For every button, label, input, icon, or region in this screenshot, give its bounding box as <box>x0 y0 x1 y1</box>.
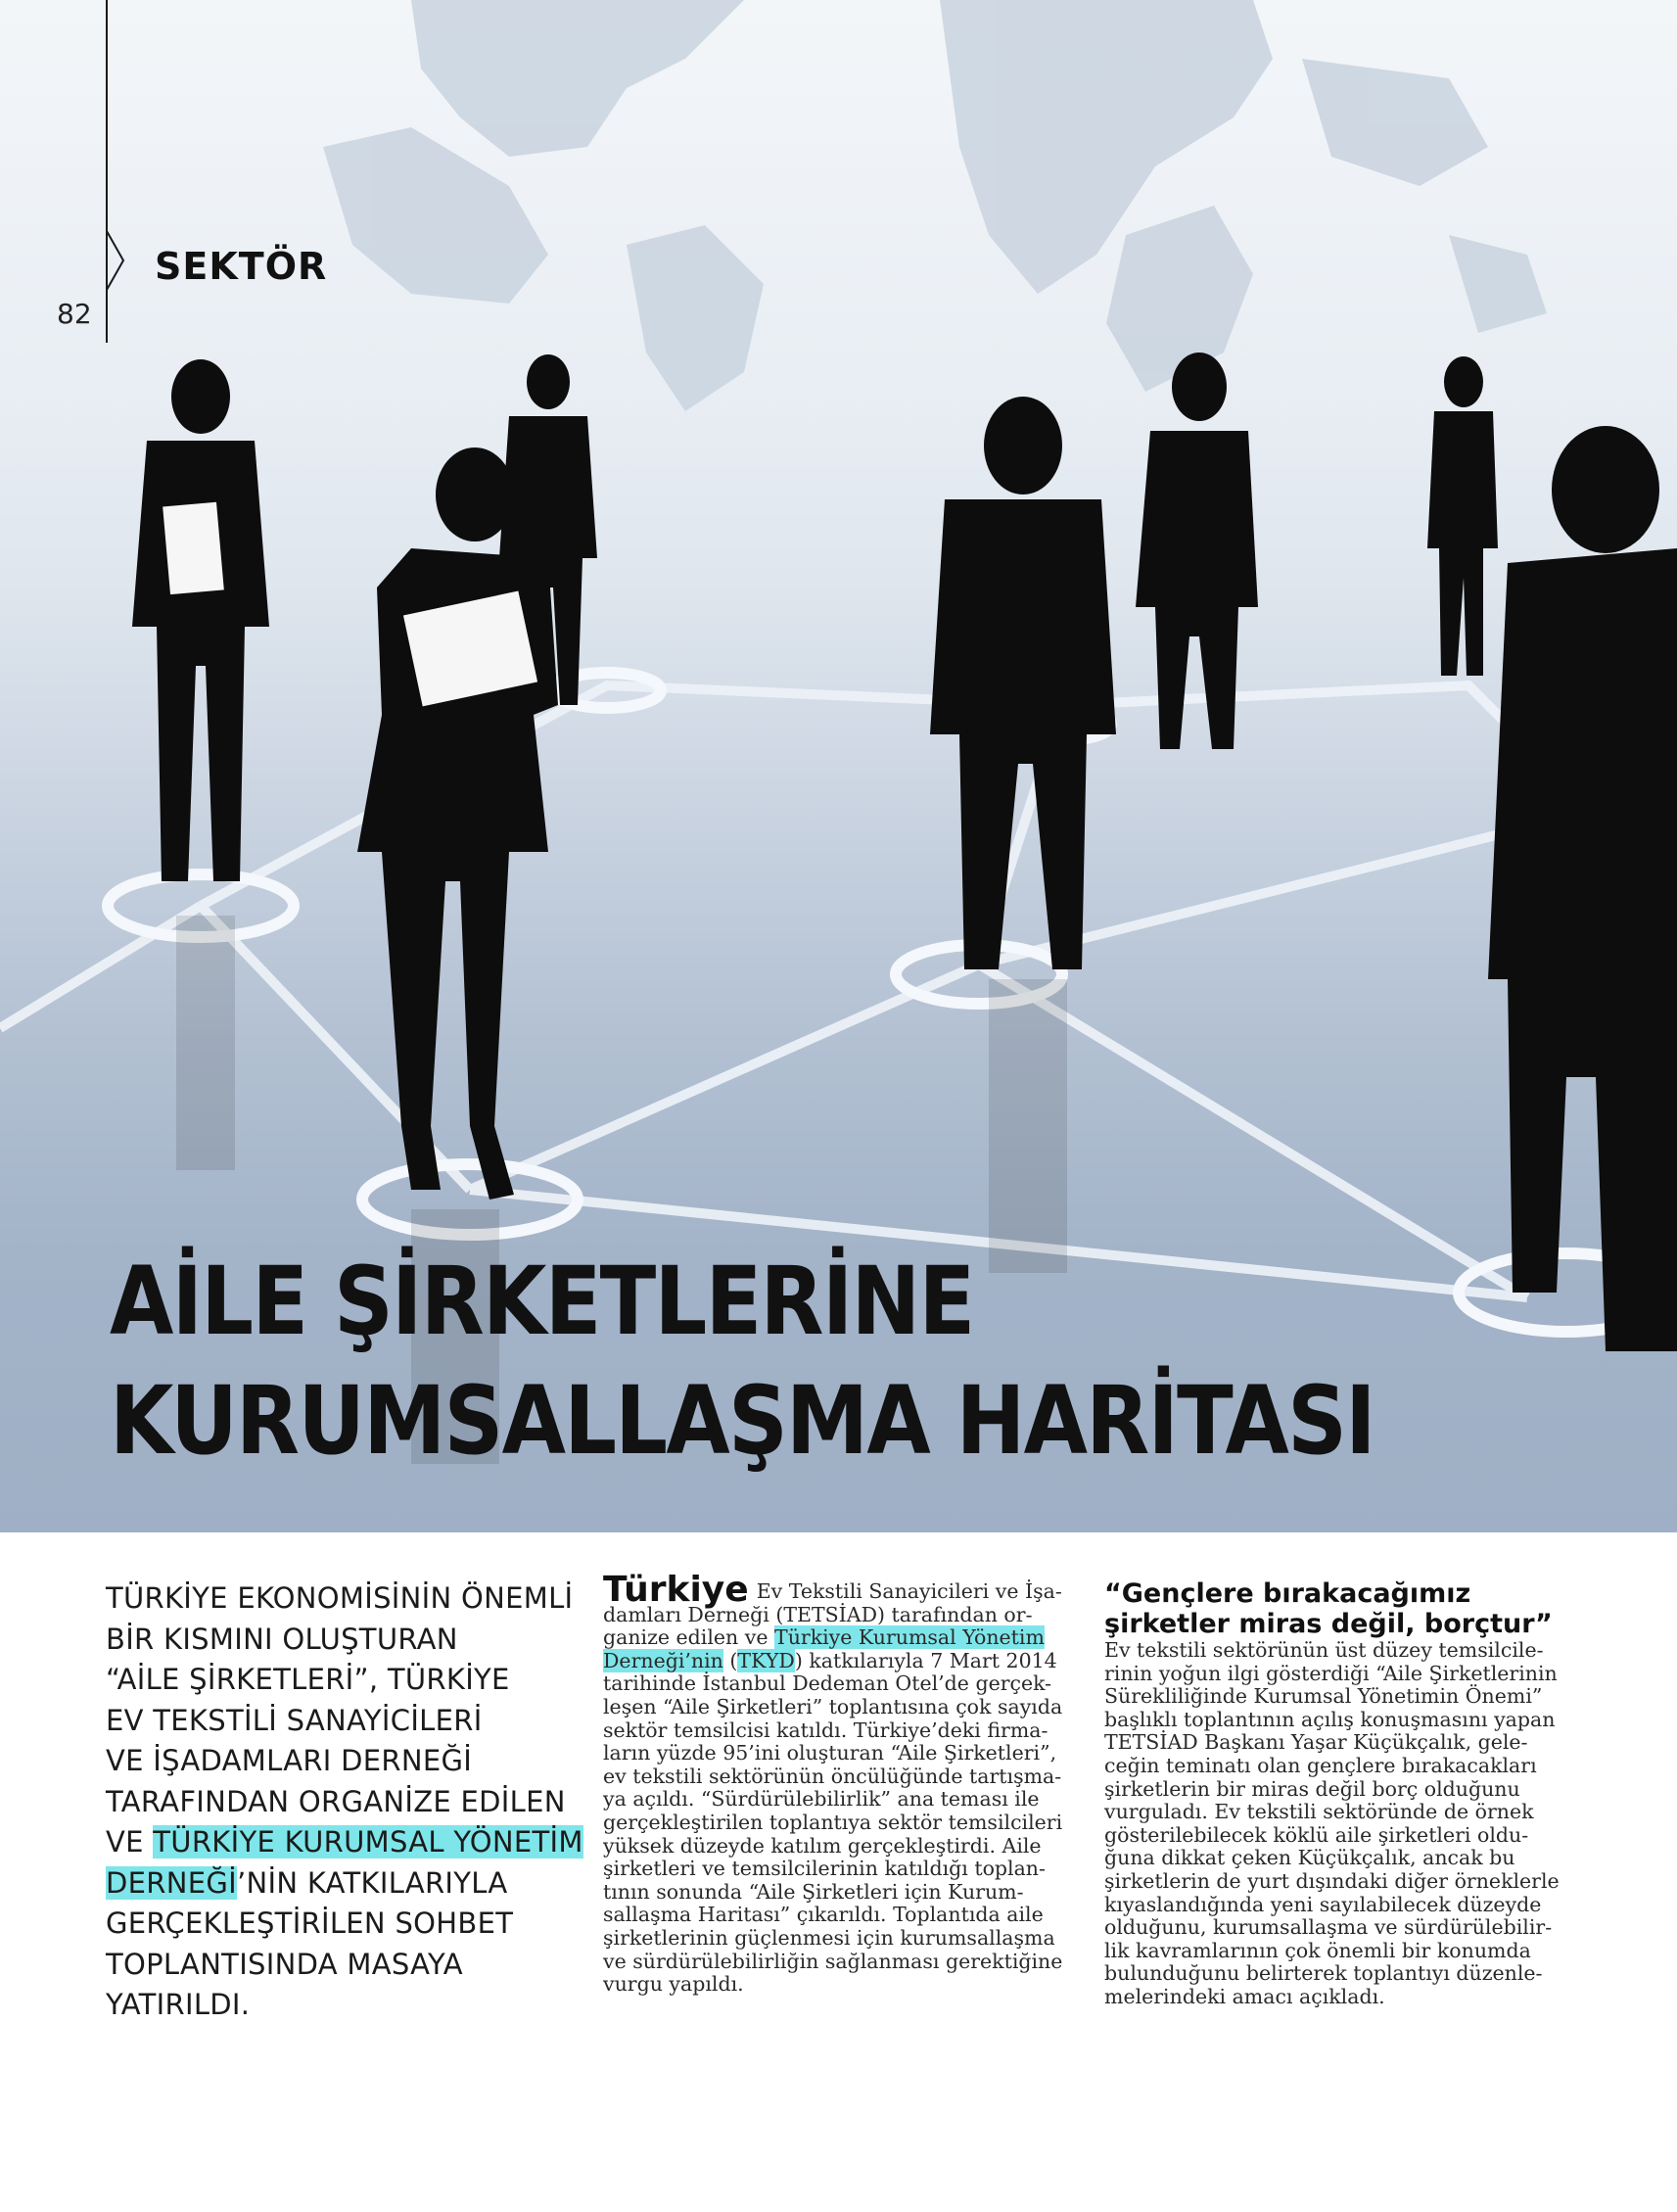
person-silhouette <box>1136 353 1258 749</box>
article-line: leşen “Aile Şirketleri” toplantısına çok sayıda <box>603 1694 1063 1718</box>
article-line: damları Derneği (TETSİAD) tarafından or- <box>603 1602 1033 1626</box>
article-line: ya açıldı. “Sürdürülebilirlik” ana teması ile <box>603 1787 1040 1812</box>
article-line: yüksek düzeyde katılım gerçekleştirdi. Aile <box>603 1833 1042 1858</box>
lead-line: TOPLANTISINDA MASAYA <box>106 1947 463 1981</box>
article-line: vurguladı. Ev tekstili sektöründe de örnek <box>1104 1800 1534 1824</box>
page-number: 82 <box>57 298 92 330</box>
article-text: ) katkılarıyla 7 Mart 2014 <box>794 1648 1057 1672</box>
lead-line <box>106 1863 585 1905</box>
network-lines <box>0 685 1664 1297</box>
article-body-right <box>1104 1578 1574 2009</box>
lead-text: ’NİN KATKILARIYLA <box>236 1865 508 1900</box>
article-line: tının sonunda “Aile Şirketleri için Kurum- <box>603 1879 1024 1904</box>
highlighted-organization-name: DERNEĞİ <box>106 1865 237 1900</box>
lead-line: TÜRKİYE EKONOMİSİNİN ÖNEMLİ <box>106 1581 574 1615</box>
article-line <box>603 1570 1063 1610</box>
article-line: TETSİAD Başkanı Yaşar Küçükçalık, gele- <box>1104 1730 1528 1755</box>
person-silhouette <box>930 397 1116 969</box>
article-line: şirketlerin bir miras değil borç olduğunu <box>1104 1776 1520 1801</box>
article-line <box>603 1650 1063 1673</box>
headline-line-2: KURUMSALLAŞMA HARİTASI <box>110 1366 1374 1476</box>
article-text: ( <box>722 1648 738 1672</box>
lead-line: GERÇEKLEŞTİRİLEN SOHBET <box>106 1906 514 1940</box>
article-line: ve sürdürülebilirliğin sağlanması gerektiğine <box>603 1949 1063 1973</box>
person-silhouette <box>1427 356 1498 676</box>
article-line: ev tekstili sektörünün öncülüğünde tartışma- <box>603 1764 1062 1788</box>
article-line: ların yüzde 95’ini oluşturan “Aile Şirketleri”, <box>603 1741 1057 1765</box>
headline-line-1: AİLE ŞİRKETLERİNE <box>110 1247 974 1356</box>
highlighted-link[interactable]: TKYD <box>737 1648 795 1672</box>
section-label: SEKTÖR <box>155 245 328 288</box>
article-line: başlıklı toplantının açılış konuşmasını yapan <box>1104 1707 1556 1731</box>
article-line: vurgu yapıldı. <box>603 1972 744 1997</box>
page-margin-rule <box>106 0 108 343</box>
article-text: ganize edilen ve <box>603 1625 775 1650</box>
article-line: şirketleri ve temsilcilerinin katıldığı toplan- <box>603 1857 1046 1881</box>
article-line: rinin yoğun ilgi gösterdiği “Aile Şirketlerinin <box>1104 1661 1558 1685</box>
lead-line: BİR KISMINI OLUŞTURAN <box>106 1622 458 1656</box>
subheading: “Gençlere bırakacağımız <box>1104 1578 1471 1609</box>
lead-line: YATIRILDI. <box>106 1988 251 2021</box>
chevron-right-icon <box>106 231 125 290</box>
article-line: sektör temsilcisi katıldı. Türkiye’deki firma- <box>603 1718 1048 1742</box>
highlighted-link[interactable]: Derneği’nin <box>603 1648 723 1672</box>
highlighted-organization-name: TÜRKİYE KURUMSAL YÖNETİM <box>153 1825 583 1859</box>
article-text: Ev Tekstili Sanayicileri ve İşa- <box>756 1579 1062 1603</box>
lead-line: TARAFINDAN ORGANİZE EDİLEN <box>106 1784 566 1818</box>
article-line: olduğunu, kurumsallaşma ve sürdürülebilir- <box>1104 1915 1553 1940</box>
headline <box>110 1242 1454 1481</box>
person-silhouette <box>357 447 558 1200</box>
article-line: Ev tekstili sektörünün üst düzey temsilcile- <box>1104 1638 1544 1662</box>
world-map <box>323 0 1547 411</box>
article-line: gösterilebilecek köklü aile şirketleri oldu- <box>1104 1822 1529 1847</box>
lead-text: VE <box>106 1825 154 1859</box>
article-line: bulunduğunu belirterek toplantıyı düzenle- <box>1104 1961 1543 1986</box>
highlighted-link[interactable]: Türkiye Kurumsal Yönetim <box>774 1625 1045 1650</box>
article-line: tarihinde İstanbul Dedeman Otel’de gerçek- <box>603 1671 1052 1696</box>
article-line: lik kavramlarının çok önemli bir konumda <box>1104 1938 1531 1962</box>
article-line: gerçekleştirilen toplantıya sektör temsilcileri <box>603 1810 1063 1834</box>
person-silhouette <box>1488 426 1677 1351</box>
article-line: ğuna dikkat çeken Küçükçalık, ancak bu <box>1104 1846 1515 1870</box>
article-line: şirketlerin de yurt dışındaki diğer örneklerle <box>1104 1868 1560 1893</box>
article-body <box>603 1570 1063 1997</box>
person-silhouette <box>132 359 269 881</box>
article-kicker: Türkiye <box>603 1570 749 1610</box>
article-line: melerindeki amacı açıkladı. <box>1104 1984 1385 2008</box>
lead-line: VE İŞADAMLARI DERNEĞİ <box>106 1744 473 1777</box>
subheading: şirketler miras değil, borçtur” <box>1104 1609 1553 1639</box>
article-line: ceğin teminatı olan gençlere bırakacakları <box>1104 1753 1537 1777</box>
article-line: sallaşma Haritası” çıkarıldı. Toplantıda aile <box>603 1903 1044 1927</box>
article-line: Sürekliliğinde Kurumsal Yönetimin Önemi” <box>1104 1684 1543 1709</box>
article-line: şirketlerinin güçlenmesi için kurumsallaşma <box>603 1925 1055 1950</box>
lead-line <box>106 1822 585 1863</box>
article-line: kıyaslandığında yeni sayılabilecek düzeyde <box>1104 1892 1542 1916</box>
article-line <box>603 1626 1063 1650</box>
lead-line: “AİLE ŞİRKETLERİ”, TÜRKİYE <box>106 1663 510 1696</box>
lead-line: EV TEKSTİLİ SANAYİCİLERİ <box>106 1703 483 1737</box>
lead-paragraph <box>106 1578 585 2026</box>
